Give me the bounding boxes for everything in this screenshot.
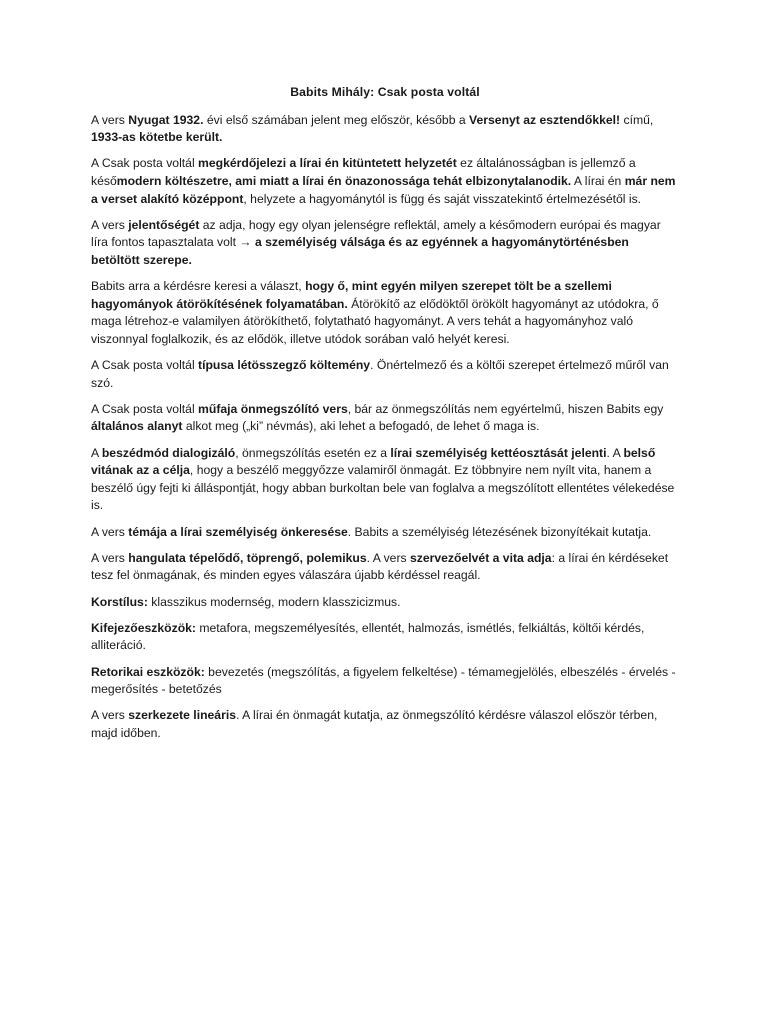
- text-run: metafora, megszemélyesítés, ellentét, halmozás, ismétlés, felkiáltás, költői kérdés, alliteráció.: [91, 620, 645, 653]
- text-run: A vers: [91, 550, 129, 565]
- text-run: . Önértelmező és a költői szerepet értelmező műről van szó.: [91, 358, 669, 390]
- text-run: . A vers: [366, 550, 410, 565]
- text-run: , helyzete a hagyománytól is függ és saját visszatekintő értelmezésétől is.: [243, 191, 642, 206]
- bold-text-run: szerkezete lineáris: [128, 708, 236, 723]
- paragraph-list: [91, 112, 679, 743]
- bold-text-run: Nyugat 1932.: [128, 112, 204, 127]
- paragraph: [91, 550, 679, 585]
- text-run: klasszikus modernség, modern klasszicizmus.: [147, 594, 401, 609]
- bold-text-run: már nem a verset alakító középpont: [91, 173, 676, 206]
- paragraph: [91, 217, 679, 270]
- bold-text-run: Kifejezőeszközök:: [91, 620, 196, 635]
- text-run: . A lírai én önmagát kutatja, az önmegszólító kérdésre válaszol először térben, majd időben.: [91, 708, 658, 740]
- bold-text-run: megkérdőjelezi a lírai én kitüntetett helyzetét: [198, 156, 457, 171]
- paragraph: [91, 707, 679, 742]
- bold-text-run: lírai személyiség kettéosztását jelenti: [390, 445, 607, 460]
- text-run: A Csak posta voltál: [91, 358, 199, 373]
- paragraph: [91, 155, 679, 208]
- bold-text-run: Korstílus:: [91, 594, 148, 609]
- text-run: Babits arra a kérdésre keresi a választ,: [91, 279, 306, 294]
- bold-text-run: hangulata tépelődő, töprengő, polemikus: [128, 550, 367, 565]
- bold-text-run: műfaja önmegszólító vers: [198, 401, 348, 416]
- text-run: A vers: [91, 708, 129, 723]
- text-run: , hogy a beszélő meggyőzze valamiről önmagát. Ez többnyire nem nyílt vita, hanem a beszélő úgy fejti ki álláspontját, hogy abban burkoltan bele van foglalva a megszólított ellentétes vélekedése is.: [91, 463, 675, 513]
- text-run: A: [91, 445, 102, 460]
- text-run: . A: [606, 445, 624, 460]
- paragraph: [91, 524, 679, 542]
- text-run: A lírai én: [571, 173, 625, 188]
- bold-text-run: témája a lírai személyiség önkeresése: [128, 524, 348, 539]
- text-run: A Csak posta voltál: [91, 156, 199, 171]
- paragraph: [91, 357, 679, 392]
- text-run: , önmegszólítás esetén ez a: [235, 445, 391, 460]
- text-run: Átörökítő az elődöktől örökölt hagyományt az utódokra, ő maga létrehoz-e valamilyen átörökíthető, folytatható hagyományt. A vers tehát a hagyományhoz való viszonnyal foglalkozik, és az elődök, illetve utódok sorában való helyét keresi.: [91, 296, 659, 346]
- text-run: késő: [489, 217, 516, 232]
- paragraph: [91, 278, 679, 348]
- paragraph: [91, 445, 679, 515]
- text-run: ez általánosságban is jellemző a késő: [91, 156, 636, 188]
- text-run: az adja, hogy egy olyan jelenségre reflektál, amely a: [199, 217, 490, 232]
- bold-text-run: általános alanyt: [91, 419, 183, 434]
- text-run: modern európai és magyar líra fontos tapasztalata volt →: [91, 217, 661, 250]
- bold-text-run: beszédmód dialogizáló: [101, 445, 236, 460]
- bold-text-run: Retorikai eszközök:: [91, 664, 205, 679]
- paragraph: [91, 594, 679, 612]
- text-run: alkot meg („ki” névmás), aki lehet a befogadó, de lehet ő maga is.: [182, 419, 540, 434]
- bold-text-run: jelentőségét: [128, 217, 200, 232]
- paragraph: [91, 620, 679, 655]
- bold-text-run: szervezőelvét a vita adja: [409, 550, 552, 565]
- paragraph: [91, 664, 679, 699]
- text-run: : a lírai én kérdéseket tesz fel önmagának, és minden egyes válaszára újabb kérdéssel reagál.: [91, 550, 669, 583]
- text-run: bevezetés (megszólítás, a figyelem felkeltése) - témamegjelölés, elbeszélés - érvelés -megerősítés - betetőzés: [91, 664, 676, 697]
- text-run: , bár az önmegszólítás nem egyértelmű, hiszen Babits egy: [347, 401, 664, 416]
- bold-text-run: modern költészetre, ami miatt a lírai én önazonossága tehát elbizonytalanodik.: [116, 173, 572, 188]
- text-run: A Csak posta voltál: [91, 401, 199, 416]
- paragraph: [91, 401, 679, 436]
- bold-text-run: a személyiség válsága és az egyénnek a hagyománytörténésben betöltött szerepe.: [91, 235, 629, 267]
- text-run: A vers: [91, 217, 129, 232]
- text-run: évi első számában jelent meg először, később a: [203, 112, 470, 127]
- text-run: A vers: [91, 524, 129, 539]
- bold-text-run: Versenyt az esztendőkkel!: [469, 112, 621, 127]
- document-body: [91, 84, 679, 751]
- document-title: Babits Mihály: Csak posta voltál: [290, 85, 480, 99]
- paragraph: [91, 112, 679, 147]
- text-run: című,: [620, 112, 654, 127]
- text-run: . Babits a személyiség létezésének bizonyítékait kutatja.: [347, 524, 652, 539]
- text-run: A vers: [91, 112, 129, 127]
- bold-text-run: hogy ő, mint egyén milyen szerepet tölt be a szellemi hagyományok átörökítésének folyamatában.: [91, 279, 612, 311]
- bold-text-run: belső vitának az a célja: [91, 445, 656, 478]
- bold-text-run: típusa létösszegző költemény: [198, 358, 371, 373]
- bold-text-run: 1933-as kötetbe került.: [91, 130, 223, 145]
